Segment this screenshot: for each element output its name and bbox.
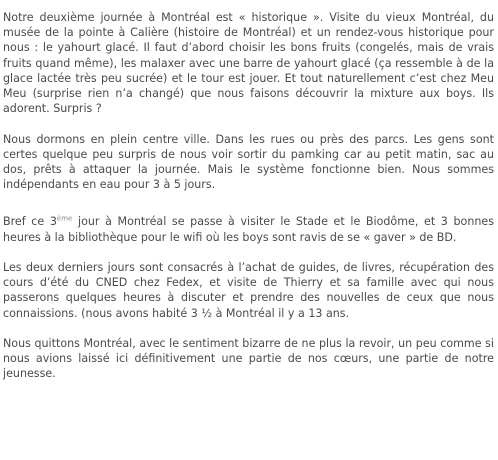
article-body — [3, 10, 494, 397]
paragraph-centre-ville: Nous dormons en plein centre ville. Dans les rues ou près des parcs. Les gens sont certes quelque peu surpris de nous voir sortir du pamking car au petit matin, sac au dos, prêts à attaquer la journée. Mais le système fonctionne bien. Nous sommes indépendants en eau pour 3 à 5 jours. — [3, 132, 494, 192]
paragraph-derniers-jours: Les deux derniers jours sont consacrés à l’achat de guides, de livres, récupération des cours d’été du CNED chez Fedex, et visite de Thierry et sa famille avec qui nous passerons quelques heures à discuter et prendre des nouvelles de ceux que nous connaissions. (nous avons habité 3 ½ à Montréal il y a 13 ans. — [3, 261, 494, 320]
paragraph-troisieme-jour — [3, 214, 494, 244]
paragraph-historique: Notre deuxième journée à Montréal est « historique ». Visite du vieux Montréal, du musée de la pointe à Calière (histoire de Montréal) et un rendez-vous historique pour nous : le yahourt glacé. Il faut d’abord choisir les bons fruits (congelés, mais de vrais fruits quand même), les malaxer avec une barre de yahourt glacé (ça ressemble à de la glace lactée très peu sucrée) et le tour est jouer. Et tout naturellement c’est chez Meu Meu (surprise rien n’a changé) que nous faisons découvrir la mixture aux boys. Ils adorent. Surpris ? — [3, 11, 494, 116]
paragraph-depart: Nous quittons Montréal, avec le sentiment bizarre de ne plus la revoir, un peu comme si nous avions laissé ici définitivement une partie de nos cœurs, une partie de notre jeunesse. — [3, 337, 494, 381]
paragraph-troisieme-jour-rest: jour à Montréal se passe à visiter le Stade et le Biodôme, et 3 bonnes heures à la bibliothèque pour le wifi où les boys sont ravis de se « gaver » de BD. — [3, 215, 494, 244]
ordinal-suffix: ème — [56, 214, 73, 223]
paragraph-troisieme-jour-start: Bref ce 3 — [3, 215, 57, 229]
